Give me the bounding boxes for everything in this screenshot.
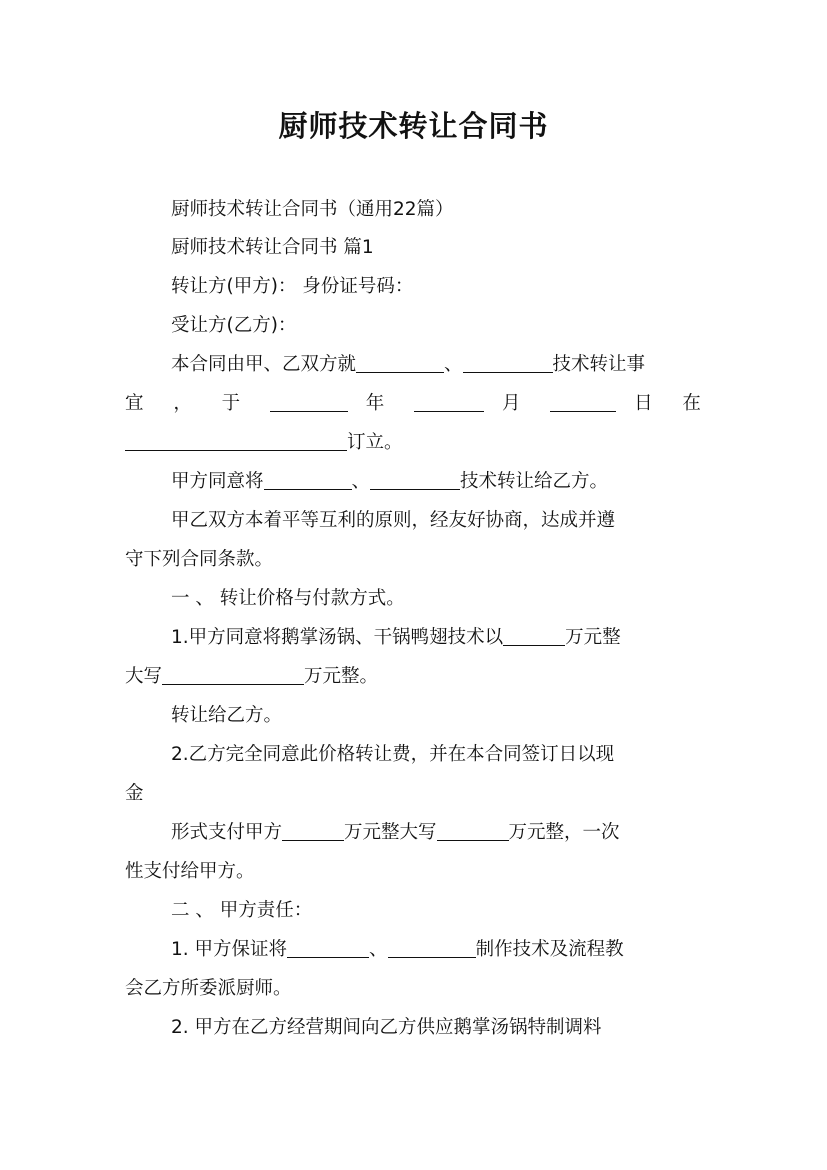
transfer-agreement-line: 甲方同意将 、 技术转让给乙方。 bbox=[171, 471, 609, 492]
transferor-line: 转让方(甲方)： 身份证号码： bbox=[171, 276, 414, 297]
clause-1-item-2: 2.乙方完全同意此价格转让费，并在本合同签订日以现 bbox=[171, 744, 615, 765]
subtitle-line: 厨师技术转让合同书（通用22篇） bbox=[171, 199, 454, 220]
clause-1-item-1-cont: 大写 万元整。 bbox=[125, 666, 379, 687]
blank-field bbox=[270, 391, 348, 412]
transferee-line: 受让方(乙方)： bbox=[171, 315, 297, 336]
clause-2-item-1-cont: 会乙方所委派厨师。 bbox=[125, 978, 292, 999]
contract-intro-line: 本合同由甲、乙双方就 、 技术转让事 bbox=[171, 354, 646, 375]
clause-1-item-2-cont: 金 bbox=[125, 783, 144, 804]
contract-date-line: 宜 ， 于 年 月 日 在 bbox=[125, 393, 701, 414]
clause-2-heading: 二 、 甲方责任： bbox=[171, 900, 313, 921]
blank-field bbox=[414, 391, 484, 412]
clause-1-item-1: 1.甲方同意将鹅掌汤锅、干锅鸭翅技术以 万元整 bbox=[171, 627, 621, 648]
principle-line-cont: 守下列合同条款。 bbox=[125, 549, 274, 570]
clause-2-item-2: 2. 甲方在乙方经营期间向乙方供应鹅掌汤锅特制调料 bbox=[171, 1017, 602, 1038]
clause-1-heading: 一 、 转让价格与付款方式。 bbox=[171, 588, 405, 609]
blank-field bbox=[264, 469, 352, 490]
document-title: 厨师技术转让合同书 bbox=[278, 109, 549, 143]
blank-field bbox=[356, 352, 444, 373]
section-heading: 厨师技术转让合同书 篇1 bbox=[171, 237, 374, 258]
clause-2-item-1: 1. 甲方保证将 、 制作技术及流程教 bbox=[171, 939, 624, 960]
blank-field bbox=[388, 937, 476, 958]
blank-field bbox=[162, 664, 304, 685]
clause-1-item-1-end: 转让给乙方。 bbox=[171, 705, 283, 726]
blank-field bbox=[503, 625, 565, 646]
blank-field bbox=[550, 391, 616, 412]
contract-place-line: 订立。 bbox=[125, 424, 701, 462]
blank-field bbox=[282, 820, 344, 841]
payment-form-line: 形式支付甲方 万元整大写 万元整，一次 bbox=[171, 822, 620, 843]
blank-field bbox=[463, 352, 553, 373]
blank-field bbox=[125, 430, 347, 451]
blank-field bbox=[370, 469, 460, 490]
blank-field bbox=[287, 937, 369, 958]
principle-line: 甲乙双方本着平等互利的原则，经友好协商，达成并遵 bbox=[171, 510, 616, 531]
blank-field bbox=[437, 820, 509, 841]
payment-form-cont: 性支付给甲方。 bbox=[125, 861, 255, 882]
